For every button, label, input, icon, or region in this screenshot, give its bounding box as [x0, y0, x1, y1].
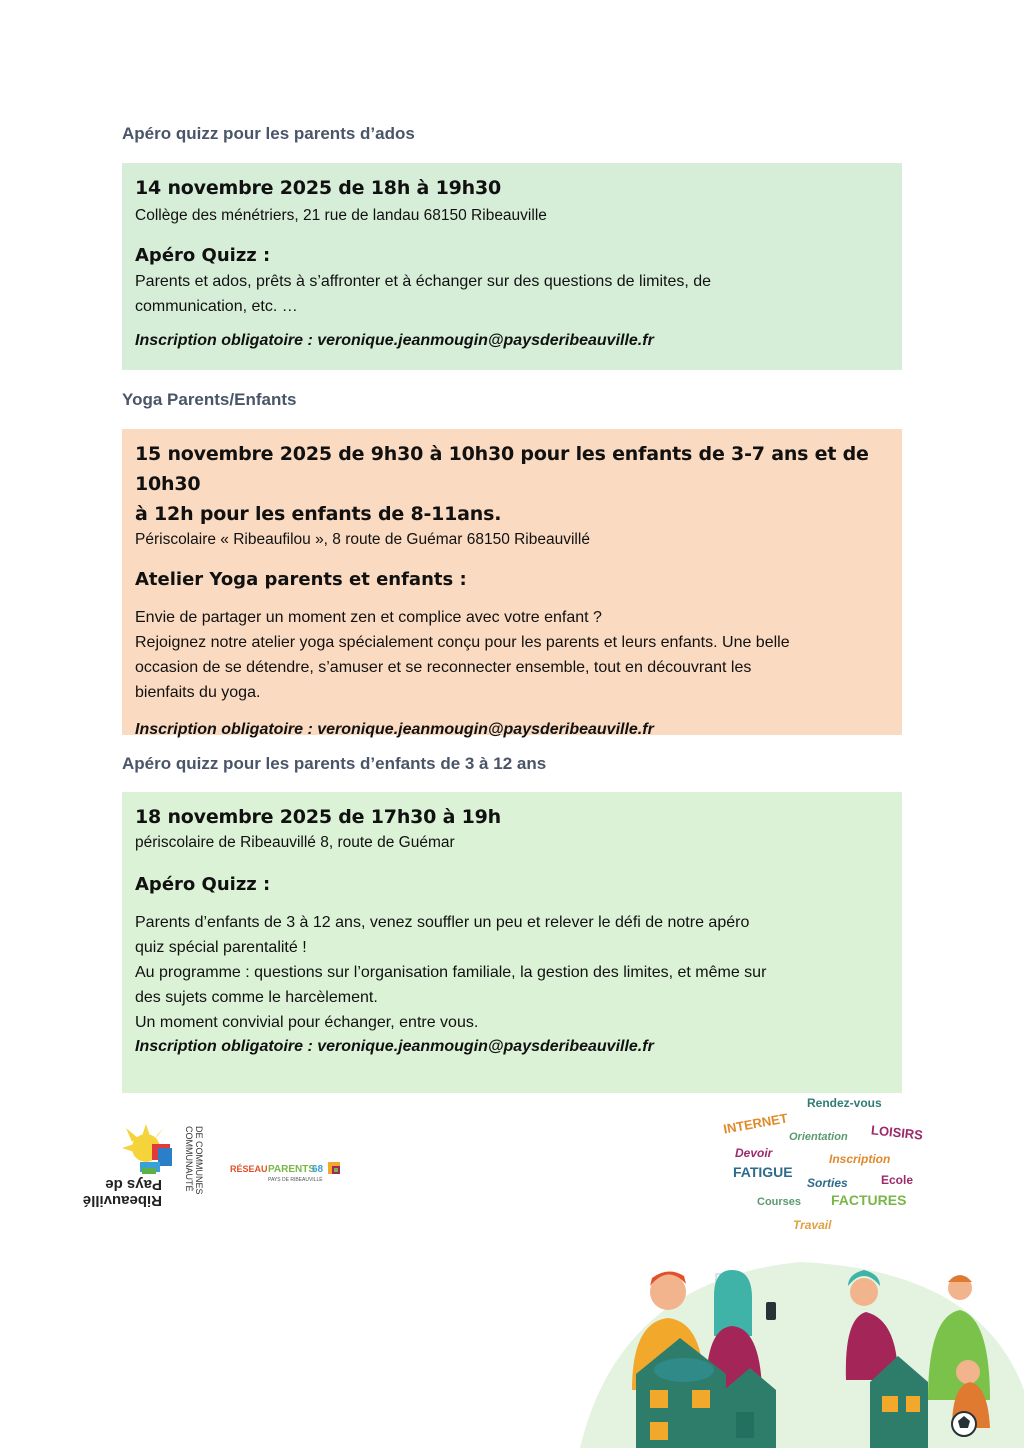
reseau-parents-logo [228, 1158, 353, 1186]
svg-text:PAYS DE RIBEAUVILLÉ: PAYS DE RIBEAUVILLÉ [268, 1177, 323, 1183]
svg-text:Ribeauvillé: Ribeauvillé [82, 1192, 162, 1209]
event-desc-line: Rejoignez notre atelier yoga spécialement conçu pour les parents et leurs enfants. Une belle [135, 634, 790, 651]
word-internet: INTERNET [722, 1110, 789, 1137]
word-rendez-vous: Rendez-vous [807, 1096, 882, 1110]
word-courses: Courses [757, 1196, 802, 1208]
svg-text:DE COMMUNES: DE COMMUNES [194, 1126, 204, 1195]
family-illustration [580, 1240, 1024, 1448]
word-orientation: Orientation [789, 1131, 848, 1143]
event-date-line: à 12h pour les enfants de 8-11ans. [135, 503, 502, 525]
community-logo [82, 1118, 212, 1210]
section-title-yoga: Yoga Parents/Enfants [122, 390, 297, 409]
word-inscription: Inscription [829, 1152, 891, 1166]
event-date: 14 novembre 2025 de 18h à 19h30 [135, 177, 501, 199]
word-ecole: Ecole [881, 1173, 914, 1187]
event-desc-line: occasion de se détendre, s’amuser et se reconnecter ensemble, tout en découvrant les [135, 659, 752, 676]
event-box-ados [122, 163, 902, 370]
event-date: 18 novembre 2025 de 17h30 à 19h [135, 806, 501, 828]
event-desc-line: communication, etc. … [135, 298, 298, 315]
event-desc-line: des sujets comme le harcèlement. [135, 989, 378, 1006]
event-subhead: Atelier Yoga parents et enfants : [135, 569, 467, 590]
svg-text:COMMUNAUTÉ: COMMUNAUTÉ [184, 1126, 194, 1192]
section-title-3-12: Apéro quizz pour les parents d’enfants de 3 à 12 ans [122, 754, 547, 773]
word-travail: Travail [793, 1218, 832, 1232]
word-fatigue: FATIGUE [733, 1164, 793, 1180]
event-desc-line: Envie de partager un moment zen et complice avec votre enfant ? [135, 609, 602, 626]
event-desc-line: bienfaits du yoga. [135, 684, 261, 701]
word-devoir: Devoir [735, 1146, 773, 1160]
word-cloud [715, 1092, 945, 1242]
event-subhead: Apéro Quizz : [135, 245, 271, 266]
event-desc-line: quiz spécial parentalité ! [135, 939, 307, 956]
event-place: Périscolaire « Ribeaufilou », 8 route de Guémar 68150 Ribeauvillé [135, 531, 590, 548]
event-subhead: Apéro Quizz : [135, 874, 271, 895]
word-factures: FACTURES [831, 1192, 907, 1208]
event-desc-line: Un moment convivial pour échanger, entre vous. [135, 1014, 479, 1031]
svg-text:RÉSEAU: RÉSEAU [230, 1164, 268, 1174]
event-inscription: Inscription obligatoire : veronique.jeanmougin@paysderibeauville.fr [135, 721, 654, 738]
section-title-ados: Apéro quizz pour les parents d’ados [122, 124, 415, 143]
event-desc-line: Parents et ados, prêts à s’affronter et à échanger sur des questions de limites, de [135, 273, 712, 290]
event-place: périscolaire de Ribeauvillé 8, route de Guémar [135, 834, 455, 851]
svg-text:68: 68 [312, 1164, 324, 1175]
event-desc-line: Parents d’enfants de 3 à 12 ans, venez souffler un peu et relever le défi de notre apéro [135, 914, 750, 931]
event-box-yoga [122, 429, 902, 738]
event-inscription: Inscription obligatoire : veronique.jeanmougin@paysderibeauville.fr [135, 1038, 654, 1055]
event-box-3-12 [122, 792, 902, 1093]
event-date-line: 15 novembre 2025 de 9h30 à 10h30 pour les enfants de 3-7 ans et de 10h30 [135, 443, 869, 495]
event-place: Collège des ménétriers, 21 rue de landau 68150 Ribeauville [135, 207, 547, 224]
event-desc-line: Au programme : questions sur l’organisation familiale, la gestion des limites, et même sur [135, 964, 767, 981]
svg-text:Pays de: Pays de [105, 1176, 162, 1193]
word-sorties: Sorties [807, 1176, 848, 1190]
word-loisirs: LOISIRS [870, 1122, 924, 1143]
event-inscription: Inscription obligatoire : veronique.jeanmougin@paysderibeauville.fr [135, 332, 654, 349]
svg-text:PARENTS: PARENTS [268, 1164, 316, 1175]
